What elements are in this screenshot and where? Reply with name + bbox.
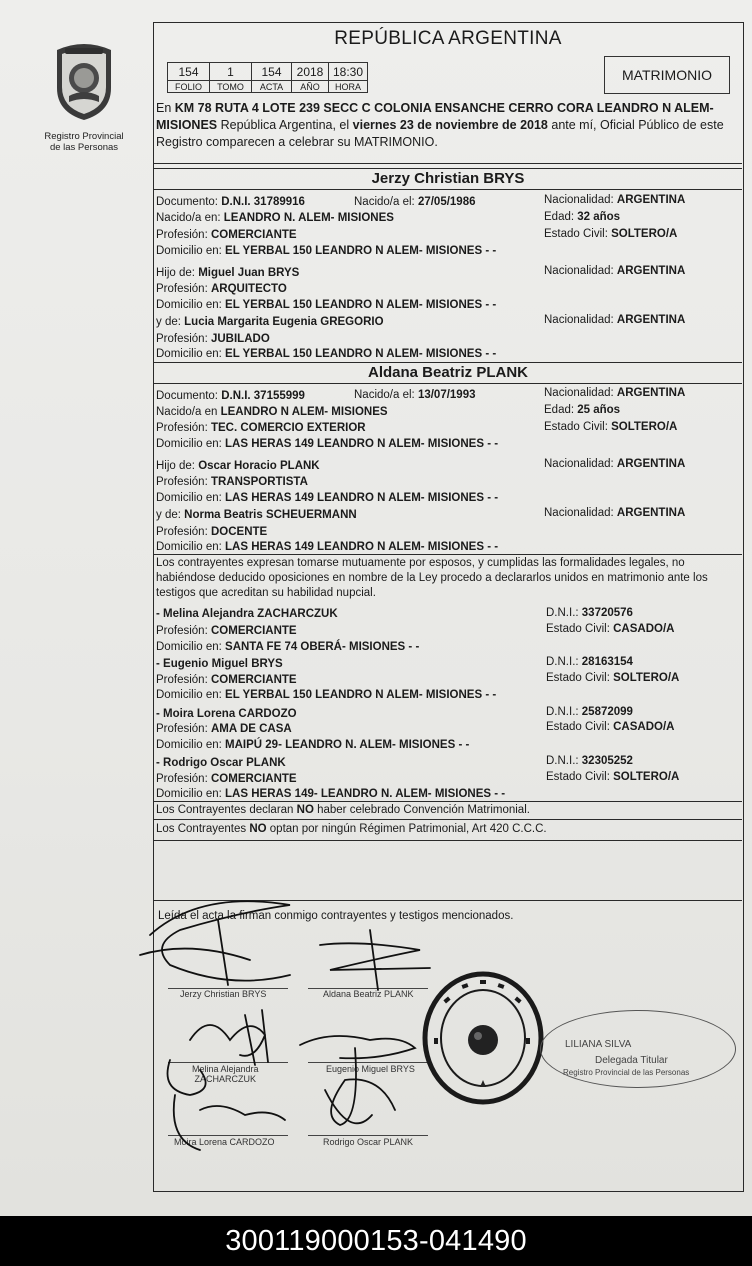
nat-label: Nacionalidad: xyxy=(544,314,617,326)
groom-birthplace-value: LEANDRO N. ALEM- MISIONES xyxy=(223,212,394,224)
registry-name-line1: Registro Provincial xyxy=(44,131,124,142)
groom-born-value: 27/05/1986 xyxy=(417,196,476,208)
dni-label: D.N.I.: xyxy=(546,706,582,718)
bride-age-value: 25 años xyxy=(577,404,621,416)
groom-mother-value: Lucia Margarita Eugenia GREGORIO xyxy=(184,316,384,328)
acta-label: ACTA xyxy=(252,81,292,93)
section-divider xyxy=(154,554,742,555)
nat-label: Nacionalidad: xyxy=(544,458,617,470)
civil-label: Estado Civil: xyxy=(546,721,614,733)
bride-father-addr xyxy=(156,491,498,505)
addr-label: Domicilio en: xyxy=(156,245,226,257)
anio-label: AÑO xyxy=(292,81,329,93)
prof-label: Profesión: xyxy=(156,625,211,637)
bride-father-nat-value: ARGENTINA xyxy=(616,458,686,470)
acta-value: 154 xyxy=(252,63,292,81)
groom-prof-value: COMERCIANTE xyxy=(210,229,297,241)
bride-father-addr-value: LAS HERAS 149 LEANDRO N ALEM- MISIONES - - xyxy=(225,492,499,504)
witness-2-addr xyxy=(156,688,496,702)
groom-mother-addr-value: EL YERBAL 150 LEANDRO N ALEM- MISIONES - - xyxy=(225,348,497,360)
witness-1-addr xyxy=(156,640,419,654)
registry-name xyxy=(36,131,132,153)
bride-addr-value: LAS HERAS 149 LEANDRO N ALEM- MISIONES - - xyxy=(225,438,499,450)
intro-paragraph xyxy=(156,100,740,151)
nat-label: Nacionalidad: xyxy=(544,507,617,519)
age-label: Edad: xyxy=(544,404,578,416)
witness-3-prof xyxy=(156,722,292,736)
intro-text-2: República Argentina, el xyxy=(217,118,353,132)
witness-2-addr-value: EL YERBAL 150 LEANDRO N ALEM- MISIONES - - xyxy=(225,689,497,701)
addr-label: Domicilio en: xyxy=(156,739,226,751)
witness-3-addr xyxy=(156,738,469,752)
witness-1-name-value: - Melina Alejandra ZACHARCZUK xyxy=(156,608,338,620)
groom-father-addr-value: EL YERBAL 150 LEANDRO N ALEM- MISIONES - - xyxy=(225,299,497,311)
bride-mother-prof-value: DOCENTE xyxy=(210,526,268,538)
signature-label-witness-3: Moira Lorena CARDOZO xyxy=(174,1137,275,1147)
addr-label: Domicilio en: xyxy=(156,641,226,653)
signature-label-bride: Aldana Beatriz PLANK xyxy=(323,989,414,999)
groom-mother-addr xyxy=(156,347,496,361)
witness-1-addr-value: SANTA FE 74 OBERÁ- MISIONES - - xyxy=(225,641,420,653)
groom-mother-nat xyxy=(544,313,685,327)
groom-nat xyxy=(544,193,685,207)
dni-label: D.N.I.: xyxy=(546,755,582,767)
witness-3-addr-value: MAIPÚ 29- LEANDRO N. ALEM- MISIONES - - xyxy=(225,739,470,751)
bride-mother-prof xyxy=(156,525,267,539)
groom-father-value: Miguel Juan BRYS xyxy=(198,267,300,279)
dni-label: D.N.I.: xyxy=(546,607,582,619)
bride-father-prof xyxy=(156,475,308,489)
witness-1-name xyxy=(156,607,338,621)
prof-label: Profesión: xyxy=(156,476,211,488)
folio-value: 154 xyxy=(168,63,210,81)
groom-civil xyxy=(544,227,677,241)
groom-addr-value: EL YERBAL 150 LEANDRO N ALEM- MISIONES - - xyxy=(225,245,497,257)
groom-mother-prof-value: JUBILADO xyxy=(210,333,270,345)
prof-label: Profesión: xyxy=(156,333,211,345)
tomo-label: TOMO xyxy=(210,81,252,93)
witness-1-dni xyxy=(546,606,633,620)
bride-mother-addr-value: LAS HERAS 149 LEANDRO N ALEM- MISIONES - - xyxy=(225,541,499,553)
bride-doc xyxy=(156,389,305,403)
prof-label: Profesión: xyxy=(156,526,211,538)
dni-label: D.N.I.: xyxy=(546,656,582,668)
witness-2-dni xyxy=(546,655,633,669)
section-divider xyxy=(154,840,742,841)
bride-mother xyxy=(156,508,357,522)
birthplace-label: Nacido/a en xyxy=(156,406,221,418)
note-text: optan por ningún Régimen Patrimonial, Art 420 C.C.C. xyxy=(266,823,547,835)
mother-label: y de: xyxy=(156,509,185,521)
groom-doc xyxy=(156,195,305,209)
prof-label: Profesión: xyxy=(156,773,211,785)
bride-prof xyxy=(156,421,366,435)
witness-1-sig-line1: Melina Alejandra xyxy=(192,1064,259,1074)
note-emphasis: NO xyxy=(249,823,267,835)
prof-label: Profesión: xyxy=(156,674,211,686)
intro-text-3: ante mí, Oficial Público de este Registro comparecen a celebrar su MATRIMONIO. xyxy=(156,118,724,149)
born-label: Nacido/a el: xyxy=(354,389,418,401)
bride-born xyxy=(354,388,476,402)
bride-nat xyxy=(544,386,685,400)
groom-father-nat xyxy=(544,264,685,278)
witness-4-prof-value: COMERCIANTE xyxy=(210,773,297,785)
witness-2-name-value: - Eugenio Miguel BRYS xyxy=(156,658,283,670)
addr-label: Domicilio en: xyxy=(156,541,226,553)
groom-mother xyxy=(156,315,384,329)
bride-born-value: 13/07/1993 xyxy=(417,389,476,401)
act-header xyxy=(154,22,742,164)
witness-2-prof-value: COMERCIANTE xyxy=(210,674,297,686)
addr-label: Domicilio en: xyxy=(156,689,226,701)
witness-1-civil xyxy=(546,622,674,636)
note-convention xyxy=(156,803,530,817)
tomo-value: 1 xyxy=(210,63,252,81)
province-coat-of-arms-icon xyxy=(51,40,117,122)
groom-age xyxy=(544,210,620,224)
civil-label: Estado Civil: xyxy=(546,771,614,783)
witness-4-dni-value: 32305252 xyxy=(581,755,633,767)
note-regime xyxy=(156,822,547,836)
mother-label: y de: xyxy=(156,316,185,328)
bride-mother-nat xyxy=(544,506,685,520)
section-divider xyxy=(154,900,742,901)
note-text: Los Contrayentes declaran xyxy=(156,804,297,816)
groom-born xyxy=(354,195,476,209)
act-frame xyxy=(153,22,744,1192)
bride-prof-value: TEC. COMERCIO EXTERIOR xyxy=(210,422,366,434)
addr-label: Domicilio en: xyxy=(156,438,226,450)
witness-2-civil xyxy=(546,671,679,685)
marriage-declaration: Los contrayentes expresan tomarse mutuamente por esposos, y cumplidas las formalidades legales, no habiéndose deducido oposiciones en nombre de la Ley procedo a declararlos unidos en matrimonio ante los testigos que acreditan su habilidad nupcial. xyxy=(156,557,708,599)
bride-mother-value: Norma Beatris SCHEUERMANN xyxy=(184,509,357,521)
bride-age xyxy=(544,403,620,417)
witness-3-prof-value: AMA DE CASA xyxy=(210,723,292,735)
registry-name-line2: de las Personas xyxy=(49,142,119,153)
addr-label: Domicilio en: xyxy=(156,788,226,800)
section-divider xyxy=(154,819,742,820)
intro-text-1: En xyxy=(156,101,175,115)
witness-1-sig-line2: ZACHARCZUK xyxy=(194,1074,257,1084)
witness-4-name-value: - Rodrigo Oscar PLANK xyxy=(156,757,286,769)
groom-name-header: Jerzy Christian BRYS xyxy=(154,168,742,190)
bride-civil xyxy=(544,420,677,434)
witness-4-addr-value: LAS HERAS 149- LEANDRO N. ALEM- MISIONES - - xyxy=(225,788,506,800)
act-type-box: MATRIMONIO xyxy=(604,56,730,94)
note-text: Los Contrayentes xyxy=(156,823,250,835)
witness-1-dni-value: 33720576 xyxy=(581,607,633,619)
witness-3-civil-value: CASADO/A xyxy=(613,721,675,733)
groom-mother-prof xyxy=(156,332,270,346)
witness-4-dni xyxy=(546,754,633,768)
registry-logo-block xyxy=(36,40,132,153)
addr-label: Domicilio en: xyxy=(156,348,226,360)
witness-2-civil-value: SOLTERO/A xyxy=(613,672,680,684)
hora-value: 18:30 xyxy=(329,63,368,81)
bride-doc-value: D.N.I. 37155999 xyxy=(221,390,305,402)
bride-father xyxy=(156,459,320,473)
nat-label: Nacionalidad: xyxy=(544,265,617,277)
groom-father xyxy=(156,266,299,280)
witness-1-civil-value: CASADO/A xyxy=(613,623,675,635)
document-code: 300119000153-041490 xyxy=(225,1225,527,1257)
bride-father-prof-value: TRANSPORTISTA xyxy=(210,476,308,488)
groom-father-addr xyxy=(156,298,496,312)
delegate-stamp-line2: Delegada Titular xyxy=(595,1055,668,1066)
groom-prof xyxy=(156,228,297,242)
witness-4-civil xyxy=(546,770,679,784)
bride-birthplace-value: LEANDRO N ALEM- MISIONES xyxy=(220,406,388,418)
bride-addr xyxy=(156,437,498,451)
groom-birthplace xyxy=(156,211,394,225)
witness-4-addr xyxy=(156,787,505,801)
age-label: Edad: xyxy=(544,211,578,223)
witness-2-dni-value: 28163154 xyxy=(581,656,633,668)
witness-1-prof-value: COMERCIANTE xyxy=(210,625,297,637)
father-label: Hijo de: xyxy=(156,267,199,279)
bride-mother-addr xyxy=(156,540,498,554)
civil-label: Estado Civil: xyxy=(546,672,614,684)
prof-label: Profesión: xyxy=(156,422,211,434)
civil-label: Estado Civil: xyxy=(544,228,612,240)
father-label: Hijo de: xyxy=(156,460,199,472)
bride-mother-nat-value: ARGENTINA xyxy=(616,507,686,519)
bride-birthplace xyxy=(156,405,388,419)
addr-label: Domicilio en: xyxy=(156,492,226,504)
bride-nat-value: ARGENTINA xyxy=(616,387,686,399)
witness-3-civil xyxy=(546,720,674,734)
witness-1-prof xyxy=(156,624,297,638)
intro-date: viernes 23 de noviembre de 2018 xyxy=(352,118,548,132)
bride-father-value: Oscar Horacio PLANK xyxy=(198,460,320,472)
prof-label: Profesión: xyxy=(156,723,211,735)
frame-top-border xyxy=(153,22,744,23)
nat-label: Nacionalidad: xyxy=(544,387,617,399)
civil-label: Estado Civil: xyxy=(546,623,614,635)
act-meta-table xyxy=(167,62,368,93)
anio-value: 2018 xyxy=(292,63,329,81)
groom-father-nat-value: ARGENTINA xyxy=(616,265,686,277)
delegate-stamp-line3: Registro Provincial de las Personas xyxy=(563,1068,690,1077)
groom-nat-value: ARGENTINA xyxy=(616,194,686,206)
bride-father-nat xyxy=(544,457,685,471)
addr-label: Domicilio en: xyxy=(156,299,226,311)
closing-text: Leída el acta la firman conmigo contrayentes y testigos mencionados. xyxy=(158,910,514,922)
witness-2-prof xyxy=(156,673,297,687)
section-divider xyxy=(154,801,742,802)
groom-doc-value: D.N.I. 31789916 xyxy=(221,196,305,208)
signature-label-groom: Jerzy Christian BRYS xyxy=(180,989,267,999)
signature-label-witness-4: Rodrigo Oscar PLANK xyxy=(323,1137,414,1147)
prof-label: Profesión: xyxy=(156,283,211,295)
nat-label: Nacionalidad: xyxy=(544,194,617,206)
birthplace-label: Nacido/a en: xyxy=(156,212,224,224)
footer-bar xyxy=(0,1216,752,1266)
document-title: REPÚBLICA ARGENTINA xyxy=(334,28,562,49)
civil-label: Estado Civil: xyxy=(544,421,612,433)
groom-father-prof xyxy=(156,282,287,296)
prof-label: Profesión: xyxy=(156,229,211,241)
intro-place: KM 78 RUTA 4 LOTE 239 SECC C COLONIA ENSANCHE CERRO CORA LEANDRO N ALEM- MISIONES xyxy=(156,101,714,132)
witness-2-name xyxy=(156,657,283,671)
doc-label: Documento: xyxy=(156,196,222,208)
signature-label-witness-2: Eugenio Miguel BRYS xyxy=(326,1064,415,1074)
delegate-stamp-line1: LILIANA SILVA xyxy=(565,1039,632,1050)
witness-3-name-value: - Moira Lorena CARDOZO xyxy=(156,708,297,720)
witness-4-prof xyxy=(156,772,297,786)
groom-mother-nat-value: ARGENTINA xyxy=(616,314,686,326)
groom-civil-value: SOLTERO/A xyxy=(611,228,678,240)
witness-3-dni xyxy=(546,705,633,719)
folio-label: FOLIO xyxy=(168,81,210,93)
bride-civil-value: SOLTERO/A xyxy=(611,421,678,433)
witness-3-name xyxy=(156,707,297,721)
note-emphasis: NO xyxy=(296,804,314,816)
groom-father-prof-value: ARQUITECTO xyxy=(210,283,287,295)
born-label: Nacido/a el: xyxy=(354,196,418,208)
witness-4-name xyxy=(156,756,286,770)
hora-label: HORA xyxy=(329,81,368,93)
doc-label: Documento: xyxy=(156,390,222,402)
witness-4-civil-value: SOLTERO/A xyxy=(613,771,680,783)
note-text: haber celebrado Convención Matrimonial. xyxy=(313,804,530,816)
groom-age-value: 32 años xyxy=(577,211,621,223)
witness-3-dni-value: 25872099 xyxy=(581,706,633,718)
groom-addr xyxy=(156,244,496,258)
bride-name-header: Aldana Beatriz PLANK xyxy=(154,362,742,384)
